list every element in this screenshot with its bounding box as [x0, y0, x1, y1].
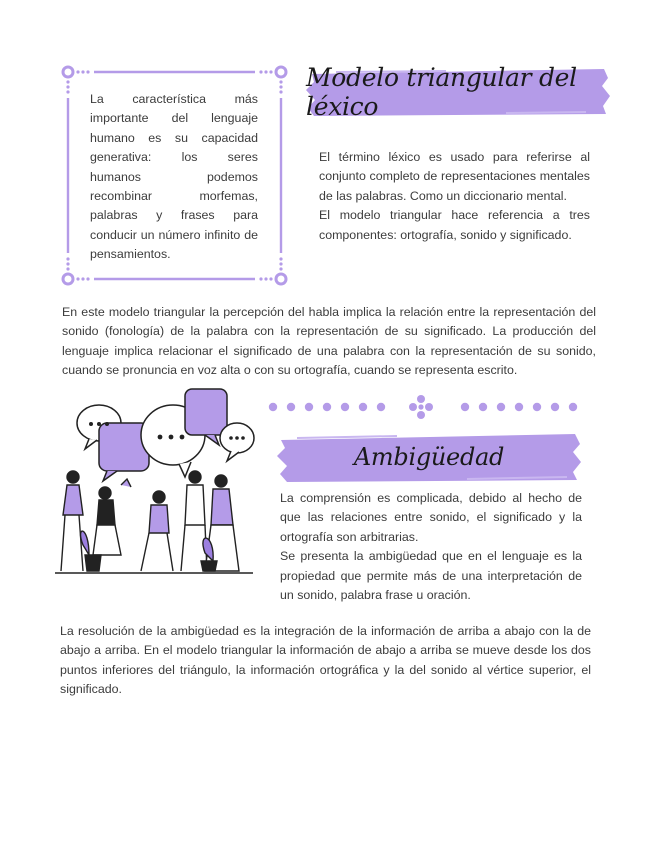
- people-speech-bubbles-illustration: [55, 385, 255, 580]
- section-title-banner: [306, 63, 610, 121]
- body-paragraph: En este modelo triangular la percepción del habla implica la relación entre la representación del sonido (fonología) de la palabra con la representación de su significado. La producción del lenguaje implica relacionar el significado de una palabra con la representación de su sonido, cuando se pronuncia en voz alta o con su ortografía, cuando se representa escrito.: [62, 305, 596, 378]
- section-title-banner: [277, 430, 581, 484]
- dotted-divider: [266, 395, 592, 419]
- ambiguedad-text: [280, 489, 582, 605]
- section-title: Modelo triangular del léxico: [306, 63, 577, 121]
- lexico-text: [319, 148, 590, 245]
- paragraph: La comprensión es complicada, debido al hecho de que las relaciones entre sonido, el significado y la ortografía son arbitrarias.: [280, 491, 582, 544]
- quote-text: La característica más importante del lenguaje humano es su capacidad generativa: los seres humanos podemos recombinar morfemas, palabras y frases para conducir un número infinito de pensamientos.: [90, 92, 258, 262]
- body-paragraph: La resolución de la ambigüedad es la integración de la información de arriba a abajo con la de abajo a arriba. En el modelo triangular la información de abajo a arriba se mueve desde los dos puntos inferiores del triángulo, la información ortográfica y la del sonido al vértice superior, el significado.: [60, 624, 591, 697]
- paragraph: El modelo triangular hace referencia a tres componentes: ortografía, sonido y significado.: [319, 208, 590, 242]
- paragraph: Se presenta la ambigüedad que en el lenguaje es la propiedad que permite más de una interpretación de un sonido, palabra frase u oración.: [280, 549, 582, 603]
- section-title: Ambigüedad: [353, 443, 505, 471]
- paragraph: El término léxico es usado para referirse al conjunto completo de representaciones mentales de las palabras. Como un diccionario mental.: [319, 150, 590, 203]
